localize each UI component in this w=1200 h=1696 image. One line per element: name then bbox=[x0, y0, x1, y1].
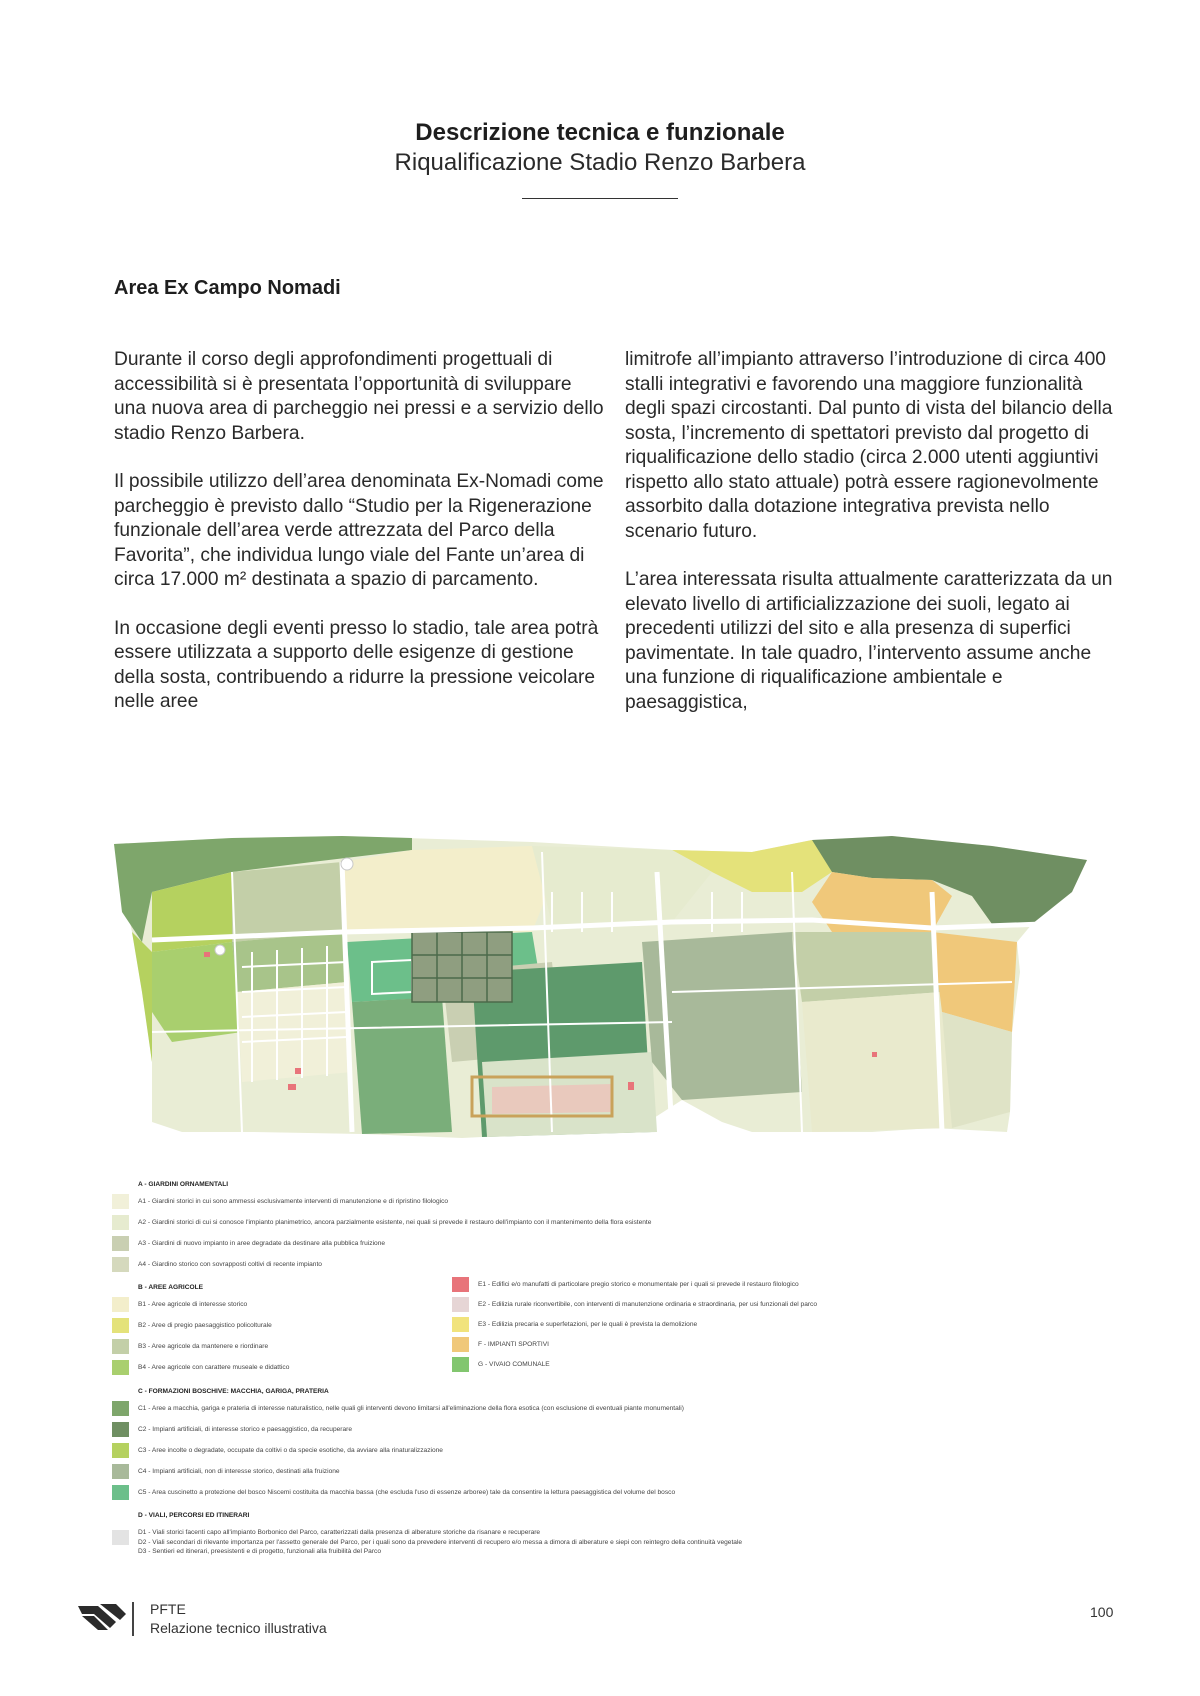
legend-swatch bbox=[452, 1297, 469, 1312]
zone-b3-c bbox=[792, 932, 942, 1002]
zone-b4-a bbox=[152, 942, 242, 1042]
company-logo-icon bbox=[76, 1600, 128, 1634]
legend-swatch bbox=[112, 1257, 129, 1272]
legend-d-lines bbox=[138, 1528, 742, 1557]
legend-heading-b: B - AREE AGRICOLE bbox=[138, 1284, 204, 1291]
legend-item: C3 - Aree incolte o degradate, occupate da coltivi o da specie esotiche, da avviare alla rinaturalizzazione bbox=[112, 1443, 443, 1458]
legend-swatch bbox=[112, 1530, 129, 1545]
legend-item: F - IMPIANTI SPORTIVI bbox=[452, 1337, 549, 1352]
page-title: Descrizione tecnica e funzionale bbox=[415, 119, 785, 146]
legend-item: A4 - Giardino storico con sovrapposti coltivi di recente impianto bbox=[112, 1257, 322, 1272]
legend-item: B1 - Aree agricole di interesse storico bbox=[112, 1297, 247, 1312]
legend-swatch bbox=[112, 1236, 129, 1251]
footer-document: Relazione tecnico illustrativa bbox=[150, 1620, 327, 1636]
legend-heading-a: A - GIARDINI ORNAMENTALI bbox=[138, 1181, 229, 1188]
header-divider bbox=[522, 198, 678, 199]
legend-item: C5 - Area cuscinetto a protezione del bosco Niscemi costituita da macchia bassa (che escluda l'uso di essenze arboree) tale da consentire la lettura paesaggistica del volume del bosco bbox=[112, 1485, 675, 1500]
legend-swatch bbox=[112, 1318, 129, 1333]
legend-line: D2 - Viali secondari di rilevante importanza per l'assetto generale del Parco, per i quali sono da prevedere interventi di recupero e/o messa a dimora di alberature e siepi con reintegro della continuità vegetale bbox=[138, 1538, 743, 1546]
legend-heading-d: D - VIALI, PERCORSI ED ITINERARI bbox=[138, 1512, 250, 1519]
legend-swatch bbox=[112, 1339, 129, 1354]
page-subtitle: Riqualificazione Stadio Renzo Barbera bbox=[394, 149, 806, 176]
paragraph: In occasione degli eventi presso lo stadio, tale area potrà essere utilizzata a supporto delle esigenze di gestione della sosta, contribuendo a ridurre la pressione veicolare nelle aree bbox=[114, 617, 599, 712]
legend-swatch bbox=[112, 1422, 129, 1437]
legend-item: E1 - Edifici e/o manufatti di particolare pregio storico e monumentale per i quali si prevede il restauro filologico bbox=[452, 1277, 799, 1292]
legend-swatch bbox=[112, 1194, 129, 1209]
legend-swatch bbox=[112, 1401, 129, 1416]
legend-swatch bbox=[112, 1360, 129, 1375]
legend-item: B2 - Aree di pregio paesaggistico policolturale bbox=[112, 1318, 272, 1333]
legend-item: A1 - Giardini storici in cui sono ammessi esclusivamente interventi di manutenzione e di ripristino filologico bbox=[112, 1194, 448, 1209]
map-legend bbox=[112, 1181, 1092, 1586]
zone-b3-d bbox=[942, 1012, 1012, 1128]
legend-swatch bbox=[112, 1297, 129, 1312]
legend-line: D1 - Viali storici facenti capo all'impianto Borbonico del Parco, caratterizzati dalla presenza di alberature storiche da risanare e recuperare bbox=[138, 1529, 541, 1536]
footer-divider bbox=[132, 1602, 134, 1636]
footer-project: PFTE bbox=[150, 1601, 186, 1617]
text-column-left bbox=[114, 348, 606, 739]
legend-swatch bbox=[452, 1337, 469, 1352]
legend-swatch bbox=[112, 1464, 129, 1479]
legend-item: C1 - Aree a macchia, gariga e prateria di interesse naturalistico, nelle quali gli interventi devono limitarsi all'eliminazione della flora esotica (con esclusione di eventuali piante monumentali) bbox=[112, 1401, 684, 1416]
legend-swatch bbox=[452, 1317, 469, 1332]
page-number: 100 bbox=[1090, 1604, 1114, 1620]
legend-item: A3 - Giardini di nuovo impianto in aree degradate da destinare alla pubblica fruizione bbox=[112, 1236, 385, 1251]
text-column-right bbox=[625, 348, 1117, 739]
zone-a1-a bbox=[237, 982, 352, 1082]
legend-item: B3 - Aree agricole da mantenere e riordinare bbox=[112, 1339, 268, 1354]
zone-c2-a bbox=[352, 997, 452, 1134]
park-zoning-map bbox=[112, 832, 1088, 1177]
legend-swatch bbox=[112, 1485, 129, 1500]
paragraph: limitrofe all’impianto attraverso l’introduzione di circa 400 stalli integrativi e favorendo una maggiore funzionalità degli spazi circostanti. Dal punto di vista del bilancio della sosta, l’incremento di spettatori previsto dal progetto di riqualificazione dello stadio (circa 2.000 utenti aggiuntivi rispetto allo stato attuale) potrà essere ragionevolmente assorbito dalla dotazione integrativa prevista nello scenario futuro. bbox=[625, 349, 1113, 542]
zone-c3-b bbox=[132, 932, 152, 1062]
legend-swatch bbox=[452, 1357, 469, 1372]
legend-item: A2 - Giardini storici di cui si conosce l'impianto planimetrico, ancora parzialmente esistente, nei quali si prevede il restauro dell'impianto con il mantenimento della flora esistente bbox=[112, 1215, 651, 1230]
legend-item: C2 - Impianti artificiali, di interesse storico e paesaggistico, da recuperare bbox=[112, 1422, 352, 1437]
legend-swatch bbox=[112, 1215, 129, 1230]
paragraph: Durante il corso degli approfondimenti progettuali di accessibilità si è presentata l’opportunità di sviluppare una nuova area di parcheggio nei pressi e a servizio dello stadio Renzo Barbera. bbox=[114, 349, 604, 444]
legend-item: E3 - Edilizia precaria e superfetazioni, per le quali è prevista la demolizione bbox=[452, 1317, 697, 1332]
legend-swatch bbox=[452, 1277, 469, 1292]
legend-line: D3 - Sentieri ed itinerari, preesistenti e di progetto, funzionali alla fruibilità del Parco bbox=[138, 1548, 381, 1555]
legend-item: B4 - Aree agricole con carattere museale e didattico bbox=[112, 1360, 289, 1375]
legend-swatch bbox=[112, 1443, 129, 1458]
page-header bbox=[0, 118, 1200, 199]
paragraph: Il possibile utilizzo dell’area denominata Ex-Nomadi come parcheggio è previsto dallo “Studio per la Rigenerazione funzionale dell’area verde attrezzata del Parco della Favorita”, che individua lungo viale del Fante un’area di circa 17.000 m² destinata a spazio di parcamento. bbox=[114, 471, 604, 590]
section-title: Area Ex Campo Nomadi bbox=[114, 277, 341, 299]
legend-item: G - VIVAIO COMUNALE bbox=[452, 1357, 550, 1372]
zone-b3-a bbox=[232, 862, 342, 942]
paragraph: L’area interessata risulta attualmente caratterizzata da un elevato livello di artificializzazione dei suoli, legato ai precedenti utilizzi del sito e alla presenza di superfici pavimentate. In tale quadro, l’intervento assume anche una funzione di riqualificazione ambientale e paesaggistica, bbox=[625, 569, 1113, 713]
legend-heading-c: C - FORMAZIONI BOSCHIVE: MACCHIA, GARIGA, PRATERIA bbox=[138, 1388, 329, 1395]
legend-item: E2 - Edilizia rurale riconvertibile, con interventi di manutenzione ordinaria e straordinaria, per usi funzionali del parco bbox=[452, 1297, 817, 1312]
legend-item: C4 - Impianti artificiali, non di interesse storico, destinati alla fruizione bbox=[112, 1464, 340, 1479]
zone-b1-a bbox=[342, 846, 552, 932]
zone-b1-b bbox=[802, 992, 952, 1132]
central-square-grid bbox=[412, 932, 512, 1002]
